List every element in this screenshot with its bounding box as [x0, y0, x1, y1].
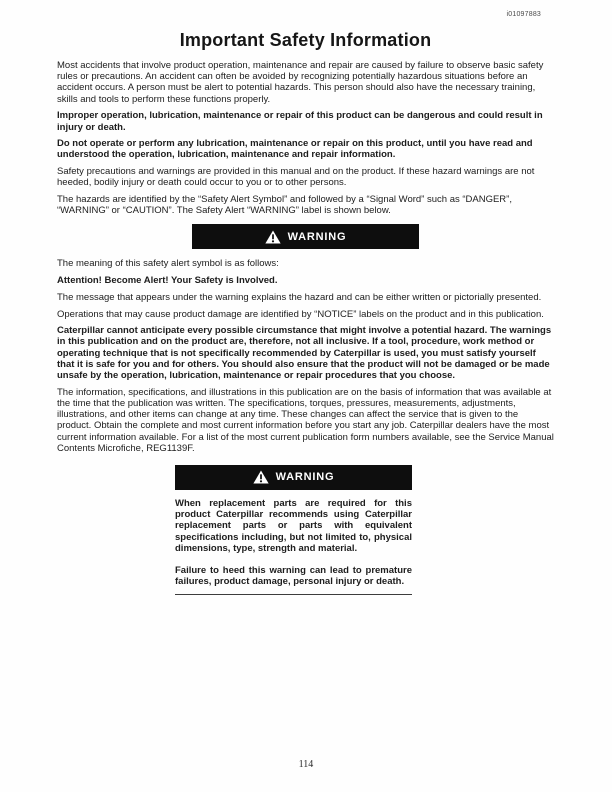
body-paragraph: Improper operation, lubrication, maintenance or repair of this product can be dangerous and could result in injury or death.	[57, 110, 543, 133]
warning-body-paragraph: When replacement parts are required for this product Caterpillar recommends using Caterpillar replacement parts or parts with equivalent specifications including, but not limited to, physical dimensions, type, strength and material.	[175, 497, 412, 554]
body-paragraph: The message that appears under the warning explains the hazard and can be either written or pictorially presented.	[57, 291, 542, 303]
safety-alert-icon	[253, 470, 269, 484]
body-paragraph: Do not operate or perform any lubrication, maintenance or repair on this product, until you have read and understood the operation, lubrication, maintenance and repair information.	[57, 138, 533, 161]
warning-banner	[192, 224, 419, 249]
page-title: Important Safety Information	[179, 30, 432, 50]
body-paragraph: Caterpillar cannot anticipate every possible circumstance that might involve a potential hazard. The warnings in this publication and on the product are, therefore, not all inclusive. If a tool, procedure, work method or operating technique that is not specifically recommended by Caterpillar is used, you must satisfy yourself that it is safe for you and for others. You should also ensure that the product will not be damaged or be made unsafe by the operation, lubrication, maintenance or repair procedures that you choose.	[57, 325, 552, 382]
document-id: i01097883	[506, 11, 541, 18]
body-paragraph: Operations that may cause product damage are identified by “NOTICE” labels on the product and in this publication.	[57, 308, 544, 320]
body-paragraph: Attention! Become Alert! Your Safety is Involved.	[57, 275, 278, 287]
warning-label: WARNING	[275, 471, 335, 484]
replacement-parts-warning	[175, 465, 412, 595]
safety-alert-icon	[265, 230, 281, 244]
body-paragraph: Safety precautions and warnings are provided in this manual and on the product. If these hazard warnings are not heeded, bodily injury or death could occur to you or to other persons.	[57, 166, 535, 189]
warning-banner	[175, 465, 412, 490]
warning-label: WARNING	[287, 230, 347, 243]
body-paragraph: Most accidents that involve product operation, maintenance and repair are caused by failure to observe basic safety rules or precautions. An accident can often be avoided by recognizing potentially hazardous situations before an accident occurs. A person must be alert to potential hazards. This person should also have the necessary training, skills and tools to perform these functions properly.	[57, 60, 544, 105]
body-paragraph: The information, specifications, and illustrations in this publication are on the basis of information that was available at the time that the publication was written. The specifications, torques, pressures, measurements, adjustments, illustrations, and other items can change at any time. These changes can affect the service that is given to the product. Obtain the complete and most current information before you start any job. Caterpillar dealers have the most current information available. For a list of the most current publication form numbers available, see the Service Manual Contents Microfiche, REG1139F.	[57, 386, 554, 454]
page-number: 114	[298, 759, 314, 770]
body-paragraph: The hazards are identified by the “Safety Alert Symbol” and followed by a “Signal Word” such as “DANGER”, “WARNING” or “CAUTION”. The Safety Alert “WARNING” label is shown below.	[57, 194, 512, 217]
body-paragraph: The meaning of this safety alert symbol is as follows:	[57, 258, 279, 270]
warning-body-paragraph: Failure to heed this warning can lead to premature failures, product damage, personal injury or death.	[175, 565, 412, 588]
warning-end-rule	[175, 594, 412, 595]
page-content	[57, 30, 554, 595]
